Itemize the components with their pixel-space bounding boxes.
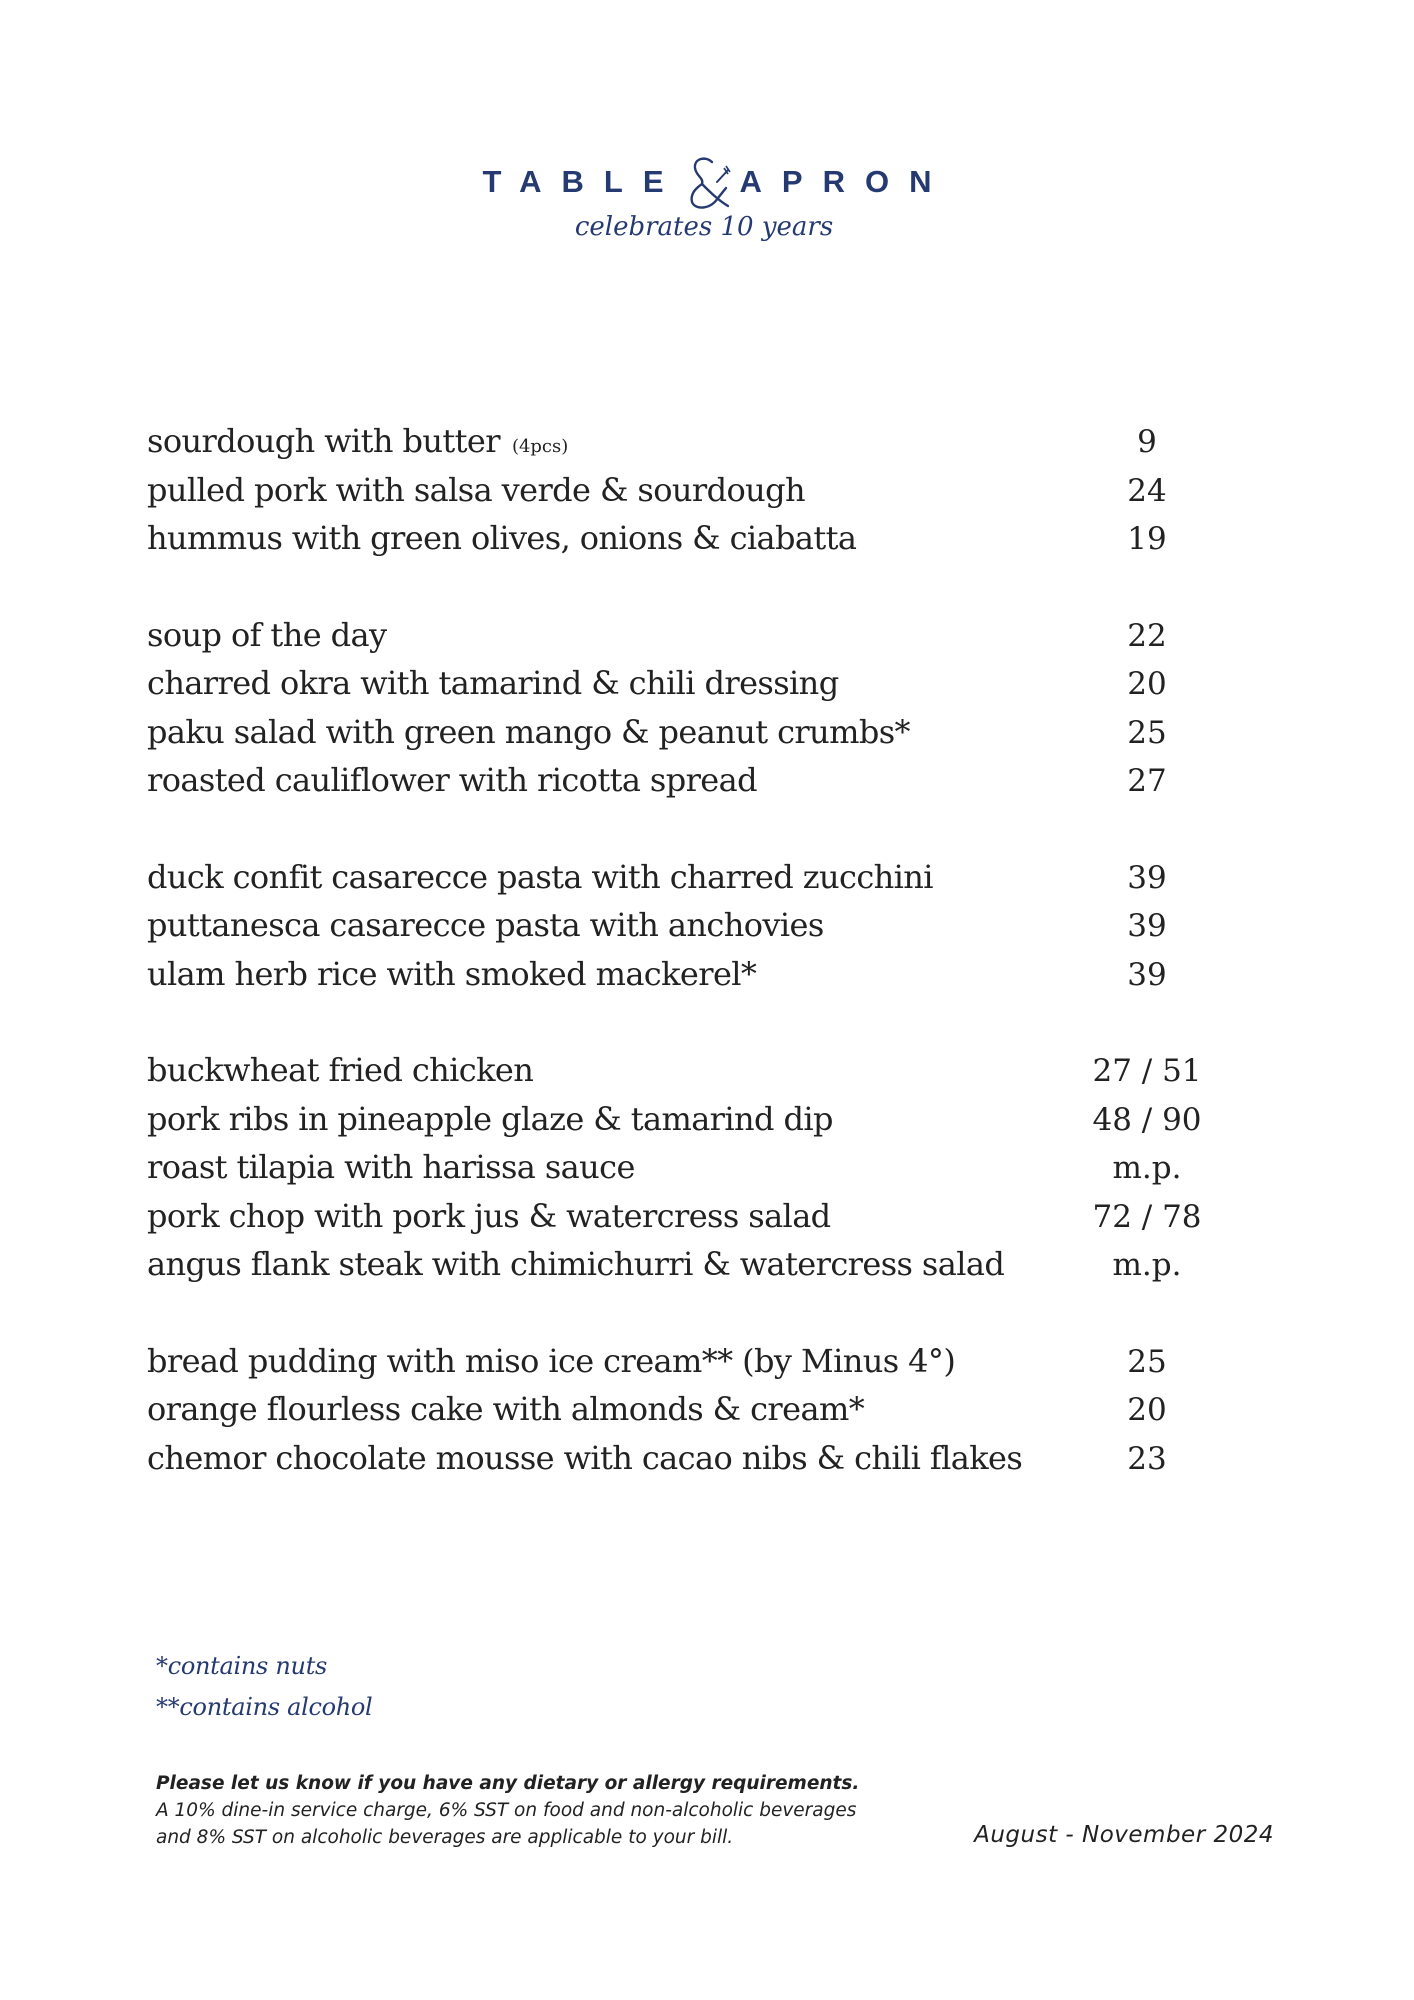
item-name: pork ribs in pineapple glaze & tamarind dip [147,1099,833,1138]
item-name: hummus with green olives, onions & ciabatta [147,519,857,557]
item-name-text: sourdough with butter [147,422,500,460]
item-price: m.p. [1112,1150,1182,1186]
item-name: puttanesca casarecce pasta with anchovies [147,906,824,944]
menu-section-starters [147,422,1287,568]
item-name: roast tilapia with harissa sauce [147,1148,635,1186]
item-name: roasted cauliflower with ricotta spread [147,761,757,799]
item-name: bread pudding with miso ice cream** (by Minus 4°) [147,1341,956,1380]
item-name: paku salad with green mango & peanut crumbs* [147,712,910,751]
menu-item [147,1197,1287,1246]
item-price: 25 [1127,1343,1167,1380]
menu-item [147,1390,1287,1439]
menu-item [147,422,1287,471]
menu-item [147,713,1287,762]
item-name: pork chop with pork jus & watercress salad [147,1196,831,1235]
item-name [147,422,1077,460]
menu-section-mains [147,1051,1287,1294]
logo-word-table: TABLE [482,164,684,199]
brand-logo [0,152,1414,242]
item-name: angus flank steak with chimichurri & watercress salad [147,1245,1005,1283]
logo-row [482,152,952,212]
item-name: ulam herb rice with smoked mackerel* [147,954,757,993]
item-price: m.p. [1112,1247,1182,1283]
menu-item [147,1439,1287,1488]
menu-item [147,1051,1287,1100]
item-name: orange flourless cake with almonds & cream* [147,1390,865,1428]
item-price: 22 [1127,617,1167,654]
item-price: 19 [1127,521,1167,557]
menu-validity-date: August - November 2024 [974,1822,1274,1848]
footnote-alcohol: **contains alcohol [156,1693,373,1721]
menu-section-desserts [147,1342,1287,1488]
logo-word-apron: APRON [739,164,952,199]
item-price: 20 [1127,1392,1167,1428]
footnote-nuts: *contains nuts [156,1652,328,1680]
menu-item [147,1148,1287,1197]
service-notice [156,1770,859,1851]
menu-item [147,955,1287,1004]
item-price: 24 [1127,472,1167,509]
item-note: (4pcs) [511,436,569,457]
menu-item [147,761,1287,810]
allergy-notice: Please let us know if you have any dietary or allergy requirements. [156,1773,860,1794]
item-price: 9 [1137,424,1157,460]
item-price: 39 [1127,859,1167,896]
item-price: 48 / 90 [1092,1101,1202,1138]
menu-item [147,616,1287,665]
item-name: soup of the day [147,615,387,654]
item-name: pulled pork with salsa verde & sourdough [147,470,806,509]
menu-item [147,1100,1287,1149]
item-price: 23 [1127,1440,1167,1477]
item-price: 27 [1127,763,1167,799]
menu-item [147,664,1287,713]
item-price: 20 [1127,666,1167,702]
item-price: 72 / 78 [1092,1198,1202,1235]
menu-section-pasta-rice [147,858,1287,1004]
menu-list [147,422,1287,1535]
item-price: 27 / 51 [1092,1053,1202,1089]
item-name: charred okra with tamarind & chili dressing [147,664,839,702]
ampersand-fork-icon [682,152,734,212]
footnotes [156,1652,372,1734]
item-price: 25 [1127,714,1167,751]
item-price: 39 [1127,908,1167,944]
item-name: duck confit casarecce pasta with charred zucchini [147,857,933,896]
tagline: celebrates 10 years [574,212,834,242]
service-charge-line2: and 8% SST on alcoholic beverages are applicable to your bill. [156,1827,734,1848]
menu-item [147,471,1287,520]
menu-item [147,906,1287,955]
menu-item [147,1342,1287,1391]
item-price: 39 [1127,956,1167,993]
menu-item [147,519,1287,568]
item-name: chemor chocolate mousse with cacao nibs & chili flakes [147,1438,1023,1477]
service-charge-line1: A 10% dine-in service charge, 6% SST on food and non-alcoholic beverages [156,1800,857,1821]
menu-item [147,1245,1287,1294]
item-name: buckwheat fried chicken [147,1051,534,1089]
menu-section-small-plates [147,616,1287,810]
menu-item [147,858,1287,907]
